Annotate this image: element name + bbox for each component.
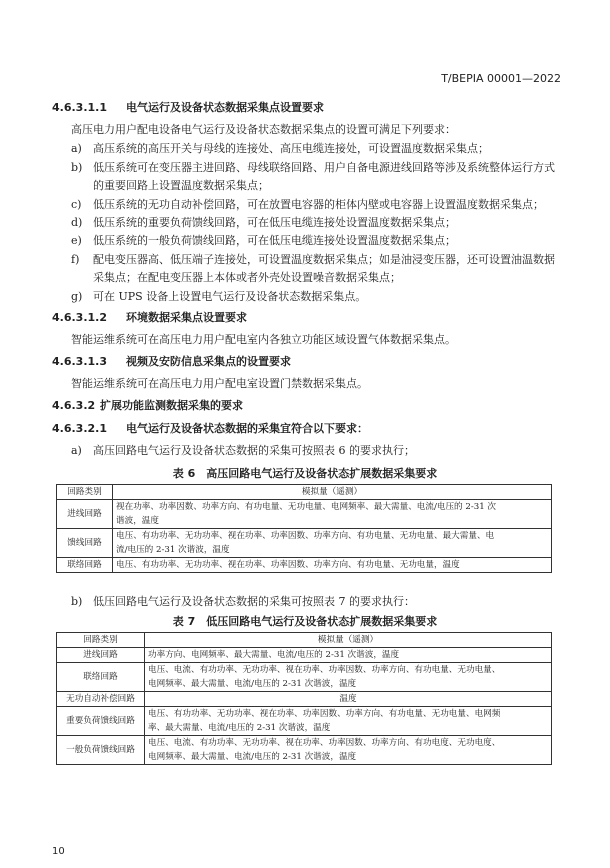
section-title: 环境数据采集点设置要求 [126, 311, 247, 324]
table-7-caption: 表 7 低压回路电气运行及设备状态扩展数据采集要求 [172, 615, 438, 628]
table-cell-values: 电压、有功功率、无功功率、视在功率、功率因数、功率方向、有功电量、无功电量，温度 [113, 558, 552, 573]
list-item-b: b) 低压系统可在变压器主进回路、母线联络回路、用户自备电源进线回路等涉及系统整体运行方式 [71, 161, 555, 174]
table-header-row [57, 633, 552, 648]
table-row [57, 736, 552, 765]
table-cell-values: 温度 [145, 692, 552, 707]
list-item-table7-ref: b) 低压回路电气运行及设备状态数据的采集可按照表 7 的要求执行： [71, 595, 415, 608]
section-title: 电气运行及设备状态数据采集点设置要求 [126, 101, 324, 114]
table-cell-values: 电压、电流、有功功率、无功功率、视在功率、功率因数、功率方向、有功电量、无功电量、 电网频率、最大需量、电流/电压的 2-31 次谐波，温度 [145, 663, 552, 692]
section-heading-4-6-3-1-3 [52, 353, 291, 369]
section-heading-4-6-3-2-1 [52, 420, 368, 436]
table-row [57, 692, 552, 707]
paragraph-video-security: 智能运维系统可在高压电力用户配电室设置门禁数据采集点。 [71, 377, 368, 390]
list-item-g: g) 可在 UPS 设备上设置电气运行及设备状态数据采集点。 [71, 290, 367, 303]
table-cell-values: 电压、有功功率、无功功率、视在功率、功率因数、功率方向、有功电量、无功电量、电网频 率、最大需量、电流/电压的 2-31 次谐波，温度 [145, 707, 552, 736]
table-6 [56, 484, 552, 573]
section-heading-4-6-3-1-1 [52, 99, 324, 115]
paragraph-environment: 智能运维系统可在高压电力用户配电室内各独立功能区域设置气体数据采集点。 [71, 333, 456, 346]
table-cell-type: 重要负荷馈线回路 [57, 707, 145, 736]
list-item-c: c) 低压系统的无功自动补偿回路，可在放置电容器的柜体内壁或电容器上设置温度数据采集点； [71, 198, 544, 211]
section-number: 4.6.3.2.1 [52, 422, 107, 435]
list-item-f: f) 配电变压器高、低压端子连接处，可设置温度数据采集点；如是油浸变压器，还可设置油温数据 [71, 253, 555, 266]
table-6-caption: 表 6 高压回路电气运行及设备状态扩展数据采集要求 [172, 467, 438, 480]
table-row [57, 558, 552, 573]
table-7 [56, 632, 552, 765]
list-item-table6-ref: a) 高压回路电气运行及设备状态数据的采集可按照表 6 的要求执行； [71, 444, 415, 457]
table-cell-type: 馈线回路 [57, 529, 113, 558]
table-cell-values: 电压、有功功率、无功功率、视在功率、功率因数、功率方向、有功电量、无功电量、最大需量、电 流/电压的 2-31 次谐波，温度 [113, 529, 552, 558]
section-heading-4-6-3-1-2 [52, 309, 247, 325]
table-row [57, 648, 552, 663]
column-header: 回路类别 [57, 633, 145, 648]
paragraph-intro: 高压电力用户配电设备电气运行及设备状态数据采集点的设置可满足下列要求： [71, 123, 456, 136]
page-number: 10 [52, 846, 65, 857]
section-number: 4.6.3.1.1 [52, 101, 107, 114]
section-title: 电气运行及设备状态数据的采集宜符合以下要求： [126, 422, 368, 435]
section-number: 4.6.3.1.2 [52, 311, 107, 324]
document-id: T/BEPIA 00001—2022 [441, 72, 561, 85]
table-cell-type: 联络回路 [57, 663, 145, 692]
section-number: 4.6.3.1.3 [52, 355, 107, 368]
column-header: 回路类别 [57, 485, 113, 500]
section-title: 视频及安防信息采集点的设置要求 [126, 355, 291, 368]
table-row [57, 500, 552, 529]
table-cell-type: 无功自动补偿回路 [57, 692, 145, 707]
table-cell-values: 功率方向、电网频率、最大需量、电流/电压的 2-31 次谐波，温度 [145, 648, 552, 663]
list-item-e: e) 低压系统的一般负荷馈线回路，可在低压电缆连接处设置温度数据采集点； [71, 234, 456, 247]
table-row [57, 529, 552, 558]
section-title: 扩展功能监测数据采集的要求 [100, 399, 243, 412]
column-header: 模拟量（遥测） [145, 633, 552, 648]
table-cell-type: 进线回路 [57, 500, 113, 529]
table-cell-values: 视在功率、功率因数、功率方向、有功电量、无功电量、电网频率、最大需量、电流/电压的 2-31 次 谐波，温度 [113, 500, 552, 529]
table-row [57, 707, 552, 736]
section-heading-4-6-3-2 [52, 397, 243, 413]
table-row [57, 663, 552, 692]
list-item-b-cont: 的重要回路上设置温度数据采集点； [93, 179, 269, 192]
table-cell-type: 一般负荷馈线回路 [57, 736, 145, 765]
list-item-a: a) 高压系统的高压开关与母线的连接处、高压电缆连接处，可设置温度数据采集点； [71, 142, 489, 155]
table-header-row [57, 485, 552, 500]
list-item-f-cont: 采集点；在配电变压器上本体或者外壳处设置噪音数据采集点； [93, 271, 401, 284]
table-cell-type: 联络回路 [57, 558, 113, 573]
section-number: 4.6.3.2 [52, 399, 96, 412]
column-header: 模拟量（遥测） [113, 485, 552, 500]
table-cell-values: 电压、电流、有功功率、无功功率、视在功率、功率因数、功率方向、有功电度、无功电度、 电网频率、最大需量、电流/电压的 2-31 次谐波，温度 [145, 736, 552, 765]
list-item-d: d) 低压系统的重要负荷馈线回路，可在低压电缆连接处设置温度数据采集点； [71, 216, 456, 229]
table-cell-type: 进线回路 [57, 648, 145, 663]
